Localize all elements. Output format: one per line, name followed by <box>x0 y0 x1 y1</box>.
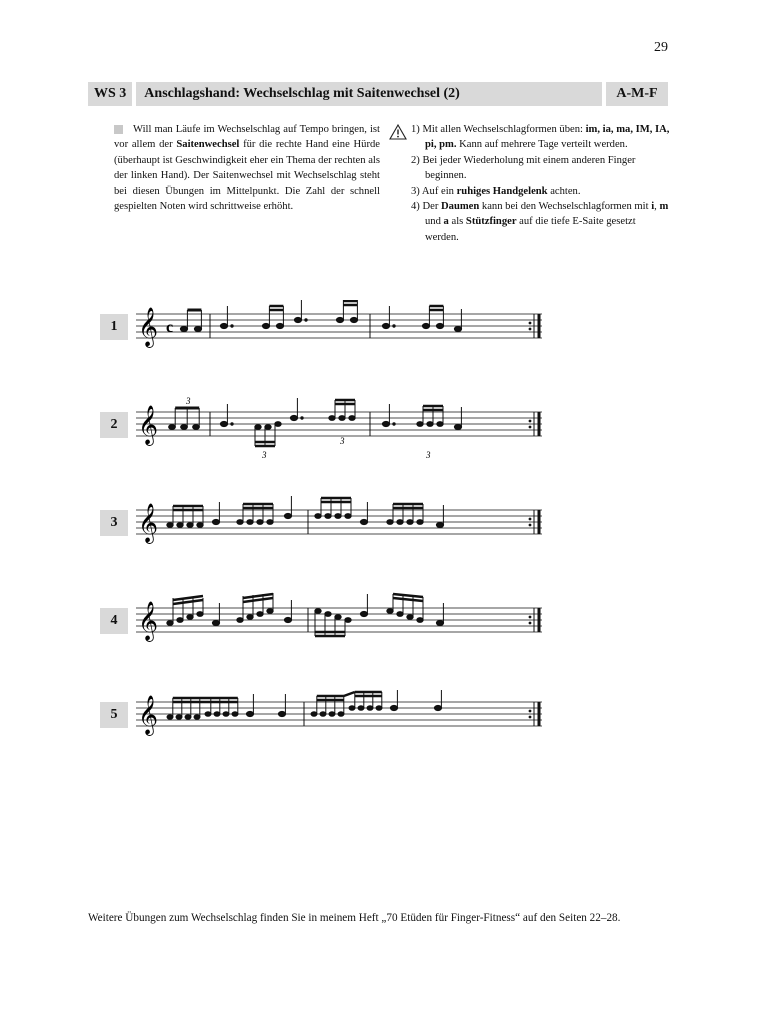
music-staff <box>136 396 548 476</box>
warning-triangle-icon <box>389 124 407 140</box>
exercise-5 <box>100 690 550 770</box>
instruction-item: 4) Der Daumen kann bei den Wechselschlagformen mit i, m und a als Stützfinger auf die tiefe E-Saite gesetzt werden. <box>411 201 669 243</box>
page-number: 29 <box>654 40 668 55</box>
triplet-mark: 3 <box>340 436 345 446</box>
note-group <box>311 690 442 716</box>
treble-clef-icon: 𝄞 <box>138 601 159 641</box>
exercise-header <box>88 82 668 106</box>
music-staff <box>136 300 548 380</box>
music-staff <box>136 592 548 672</box>
exercise-number: 1 <box>100 314 128 340</box>
note-group <box>169 408 200 430</box>
note-group <box>382 306 461 332</box>
note-group <box>220 398 355 446</box>
exercise-number: 4 <box>100 608 128 634</box>
note-group <box>167 496 292 527</box>
note-group <box>315 594 444 636</box>
instruction-item: 3) Auf ein ruhiges Handgelenk achten. <box>411 185 581 197</box>
music-staff <box>136 690 548 770</box>
instruction-item: 1) Mit allen Wechselschlagformen üben: im, ia, ma, IM, IA, pi, pm. Kann auf mehrere Tage verteilt werden. <box>411 124 670 151</box>
music-staff <box>136 496 548 576</box>
note-group <box>180 310 201 332</box>
level-badge: A-M-F <box>606 82 668 106</box>
treble-clef-icon: 𝄞 <box>138 307 159 347</box>
exercise-3 <box>100 496 550 576</box>
footer-note: Weitere Übungen zum Wechselschlag finden Sie in meinem Heft „70 Etüden für Finger-Fitness“ auf den Seiten 22–28. <box>88 912 621 924</box>
exercise-number: 3 <box>100 510 128 536</box>
triplet-mark: 3 <box>426 450 431 460</box>
instruction-item: 2) Bei jeder Wiederholung mit einem anderen Finger beginnen. <box>411 154 636 182</box>
exercise-title: Anschlagshand: Wechselschlag mit Saitenwechsel (2) <box>136 82 602 106</box>
note-group <box>167 694 286 719</box>
note-group <box>167 593 292 626</box>
triplet-mark: 3 <box>262 450 267 460</box>
exercise-4 <box>100 592 550 672</box>
intro-text: Will man Läufe im Wechselschlag auf Tempo bringen, ist vor allem der Saitenwechsel für die rechte Hand eine Hürde (überhaupt ist Geschwindigkeit eher ein Thema der rechten als der linken Hand). Der Saitenwechsel mit Wechselschlag steht bei diesen Übungen im Mittelpunkt. Die Zahl der schnell gespielten Noten wird schrittweise erhöht. <box>114 124 381 213</box>
note-group <box>315 498 444 528</box>
time-signature: c <box>166 319 174 336</box>
exercise-code: WS 3 <box>88 82 132 106</box>
treble-clef-icon: 𝄞 <box>138 503 159 543</box>
treble-clef-icon: 𝄞 <box>138 405 159 445</box>
exercise-1 <box>100 300 550 380</box>
instructions-list <box>411 122 671 245</box>
note-group <box>382 404 461 430</box>
exercise-number: 5 <box>100 702 128 728</box>
triplet-mark: 3 <box>186 396 191 406</box>
treble-clef-icon: 𝄞 <box>138 695 159 735</box>
exercise-number: 2 <box>100 412 128 438</box>
exercise-2 <box>100 396 550 476</box>
